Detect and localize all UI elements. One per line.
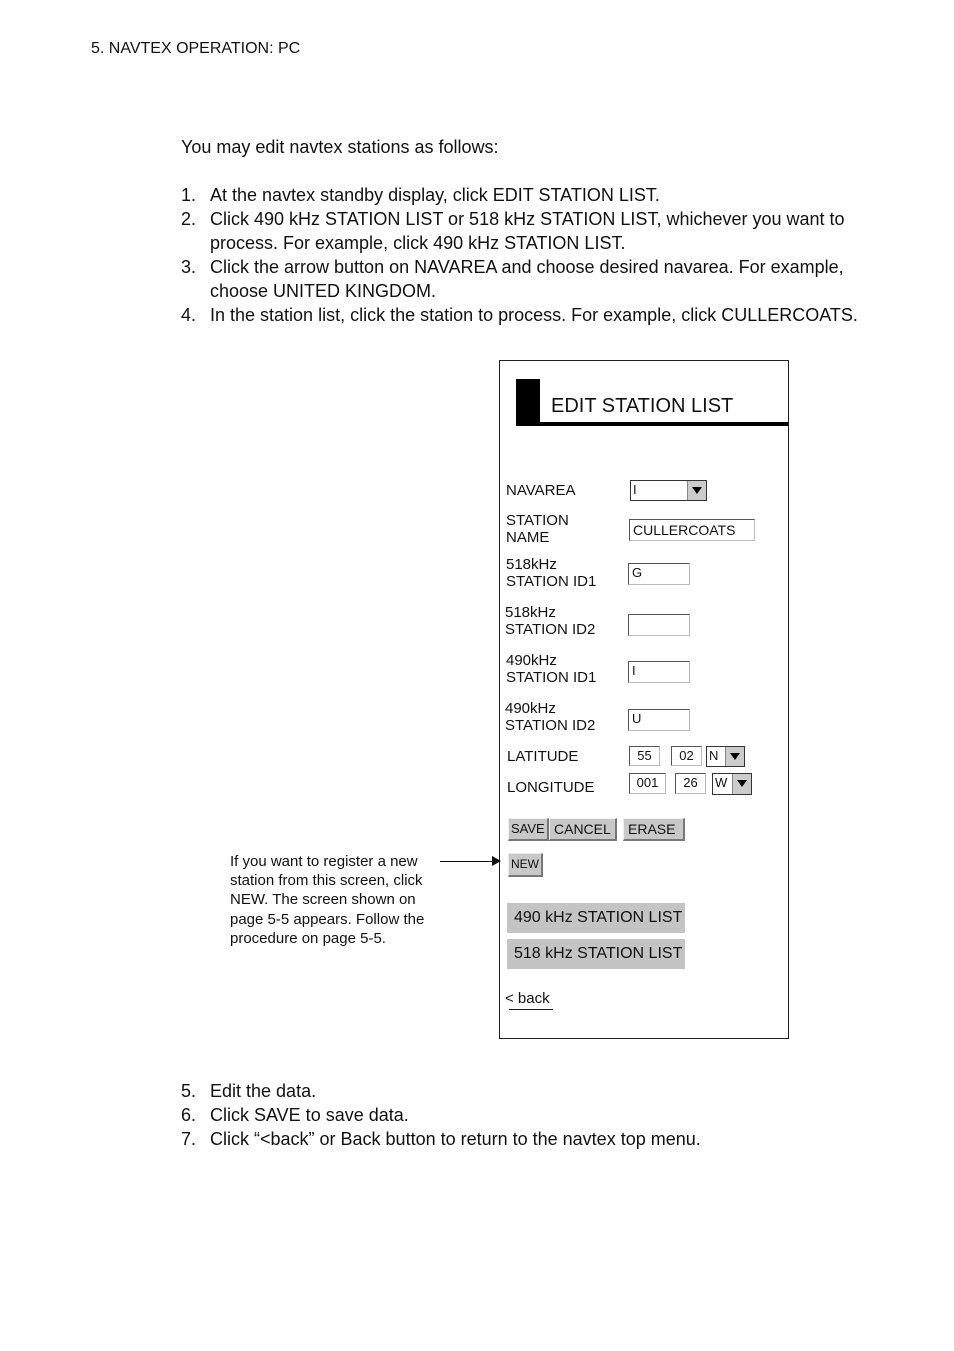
step-number: 5. — [181, 1081, 197, 1101]
navarea-value: I — [633, 482, 637, 497]
id490-2-label-line2: STATION ID2 — [505, 717, 596, 734]
step-number: 6. — [181, 1105, 197, 1125]
screen-title: EDIT STATION LIST — [551, 395, 734, 417]
longitude-label: LONGITUDE — [507, 779, 595, 796]
step-number: 3. — [181, 257, 197, 277]
cancel-button[interactable]: CANCEL — [549, 818, 617, 841]
back-link-underline — [509, 1009, 553, 1010]
id518-2-label — [505, 604, 595, 638]
station-name-label-line1: STATION — [506, 512, 569, 529]
latitude-label: LATITUDE — [507, 748, 579, 765]
step-item — [181, 207, 861, 255]
back-link[interactable]: < back — [505, 990, 550, 1007]
latitude-hemisphere-value: N — [709, 748, 719, 763]
dropdown-arrow-icon[interactable] — [725, 747, 744, 766]
id490-1-input[interactable]: I — [628, 661, 690, 683]
step-item — [181, 1103, 861, 1127]
list-490-button[interactable]: 490 kHz STATION LIST — [507, 903, 685, 933]
id490-2-label — [505, 700, 595, 734]
step-item — [181, 183, 861, 207]
station-name-input[interactable]: CULLERCOATS — [629, 519, 755, 541]
station-name-label — [506, 512, 569, 546]
id490-1-label-line2: STATION ID1 — [506, 669, 597, 686]
navarea-select[interactable] — [630, 480, 707, 501]
step-number: 1. — [181, 185, 197, 205]
title-underline — [516, 422, 789, 426]
step-item — [181, 1079, 861, 1103]
longitude-hemisphere-value: W — [715, 775, 728, 790]
step-text: At the navtex standby display, click EDIT STATION LIST. — [210, 185, 660, 205]
id518-2-label-line2: STATION ID2 — [505, 621, 596, 638]
callout-arrow-line — [440, 861, 495, 862]
id490-2-input[interactable]: U — [628, 709, 690, 731]
id518-1-label-line1: 518kHz — [506, 556, 557, 573]
steps-list-top — [181, 183, 861, 327]
step-text: Click SAVE to save data. — [210, 1105, 409, 1125]
station-name-label-line2: NAME — [506, 529, 550, 546]
step-text: In the station list, click the station to process. For example, click CULLERCOATS. — [210, 305, 858, 325]
step-text: Click “<back” or Back button to return to the navtex top menu. — [210, 1129, 701, 1149]
step-item — [181, 303, 861, 327]
longitude-degrees-input[interactable]: 001 — [629, 773, 666, 794]
id490-2-label-line1: 490kHz — [505, 700, 556, 717]
latitude-minutes-input[interactable]: 02 — [671, 746, 702, 766]
running-header: 5. NAVTEX OPERATION: PC — [91, 40, 301, 57]
step-text: Click 490 kHz STATION LIST or 518 kHz STATION LIST, whichever you want to process. For example, click 490 kHz STATION LIST. — [210, 209, 845, 253]
intro-text: You may edit navtex stations as follows: — [181, 137, 499, 157]
erase-button[interactable]: ERASE — [623, 818, 685, 841]
step-number: 7. — [181, 1129, 197, 1149]
id490-1-label-line1: 490kHz — [506, 652, 557, 669]
longitude-minutes-input[interactable]: 26 — [675, 773, 706, 794]
longitude-hemisphere-select[interactable] — [712, 773, 752, 795]
step-text: Edit the data. — [210, 1081, 317, 1101]
navarea-label: NAVAREA — [506, 482, 576, 499]
list-518-button[interactable]: 518 kHz STATION LIST — [507, 939, 685, 969]
step-number: 4. — [181, 305, 197, 325]
latitude-degrees-input[interactable]: 55 — [629, 746, 660, 766]
id490-1-label — [506, 652, 596, 686]
callout-arrow-icon — [492, 856, 501, 866]
edit-station-panel — [499, 360, 789, 1039]
step-item — [181, 1127, 861, 1151]
id518-1-label-line2: STATION ID1 — [506, 573, 597, 590]
step-number: 2. — [181, 209, 197, 229]
step-text: Click the arrow button on NAVAREA and choose desired navarea. For example, choose UNITED KINGDOM. — [210, 257, 844, 301]
id518-1-label — [506, 556, 596, 590]
id518-2-label-line1: 518kHz — [505, 604, 556, 621]
dropdown-arrow-icon[interactable] — [732, 774, 751, 794]
save-button[interactable]: SAVE — [508, 818, 549, 841]
steps-list-bottom — [181, 1079, 861, 1151]
new-button-callout: If you want to register a new station from this screen, click NEW. The screen shown on page 5-5 appears. Follow the procedure on page 5-5. — [230, 853, 425, 947]
dropdown-arrow-icon[interactable] — [687, 481, 706, 500]
step-item — [181, 255, 861, 303]
new-button[interactable]: NEW — [508, 853, 543, 877]
id518-2-input[interactable] — [628, 614, 690, 636]
latitude-hemisphere-select[interactable] — [706, 746, 745, 767]
title-marker — [516, 379, 540, 426]
id518-1-input[interactable]: G — [628, 563, 690, 585]
